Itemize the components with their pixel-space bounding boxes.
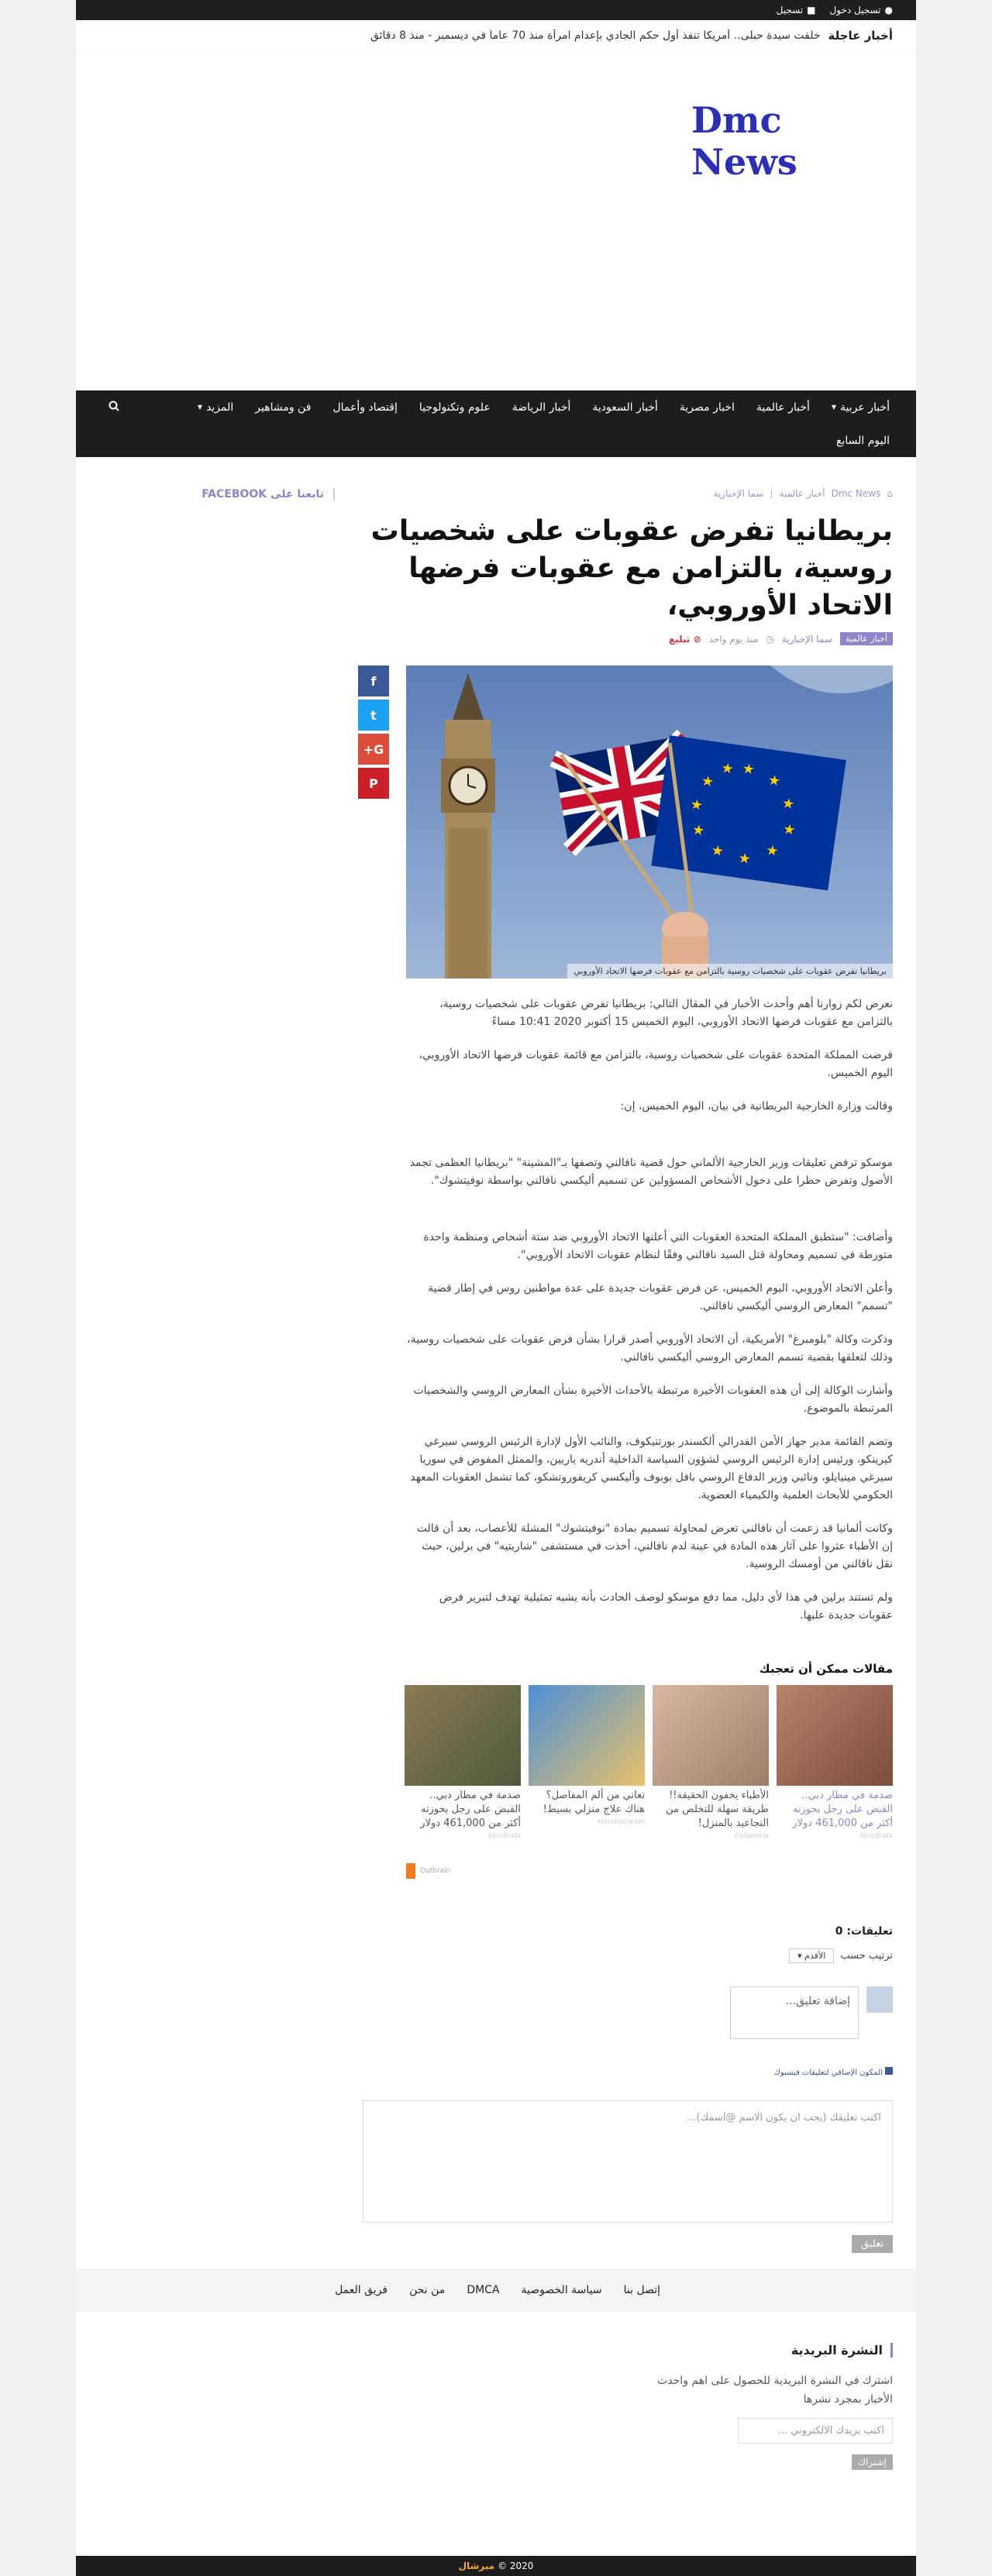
- svg-text:★: ★: [780, 795, 796, 813]
- related-thumb: [529, 1685, 645, 1786]
- related-card[interactable]: [529, 1685, 645, 1840]
- svg-text:★: ★: [741, 760, 756, 779]
- breadcrumb: [358, 488, 893, 499]
- article-author[interactable]: سما الإخبارية: [781, 633, 832, 645]
- home-icon: ⌂: [887, 488, 893, 499]
- article-time: منذ يوم واحد: [708, 633, 759, 645]
- search-icon[interactable]: [108, 401, 119, 414]
- breaking-label: أخبار عاجلة: [828, 28, 893, 43]
- google-plus-share-icon[interactable]: G+: [358, 734, 389, 765]
- svg-text:★: ★: [737, 849, 753, 868]
- breaking-headline[interactable]: خلفت سيدة حبلى.. أمريكا تنفذ أول حكم الجادي بإعدام امرأة منذ 70 عاماً في ديسمبر - منذ 8 دقائق: [370, 29, 821, 42]
- breadcrumb-home[interactable]: Dmc News: [831, 488, 881, 499]
- nav-row-1: [91, 390, 901, 424]
- article-meta: [358, 632, 893, 645]
- article-image: [406, 665, 893, 978]
- svg-text:★: ★: [781, 820, 797, 839]
- newsletter-email-input[interactable]: اكتب بريدك الالكتروني ...: [738, 2418, 893, 2444]
- breadcrumb-category[interactable]: أخبار عالمية: [779, 488, 825, 499]
- copyright-bar: [76, 2556, 916, 2576]
- svg-text:★: ★: [710, 842, 725, 861]
- related-source: Collasoria: [734, 1832, 769, 1840]
- svg-text:★: ★: [720, 759, 735, 778]
- image-caption: بريطانيا تفرض عقوبات على شخصيات روسية بالتزامن مع عقوبات فرضها الاتحاد الأوروبي: [567, 964, 893, 978]
- footer-nav: [76, 2268, 916, 2312]
- breadcrumb-separator: |: [770, 488, 773, 499]
- big-ben-flags-image: [406, 665, 893, 978]
- paragraph: نعرض لكم زوارنا أهم وأحدث الأخبار في المقال التالي: بريطانيا تفرض عقوبات على شخصيات روسية، بالتزامن مع عقوبات فرضها الاتحاد الأوروبي، اليوم الخميس 15 أكتوبر 2020 10:41 مساءً: [439, 998, 893, 1028]
- paragraph: وقالت وزارة الخارجية البريطانية في بيان، اليوم الخميس، إن:: [620, 1100, 893, 1113]
- comment-count: تعليقات: 0: [835, 1925, 893, 1938]
- add-comment-input[interactable]: إضافة تعليق...: [730, 1986, 859, 2039]
- login-link[interactable]: [830, 5, 893, 15]
- svg-text:★: ★: [700, 772, 715, 791]
- related-source: Abudhabi: [487, 1832, 521, 1840]
- subscribe-button[interactable]: إشتراك: [852, 2454, 893, 2470]
- category-badge[interactable]: أخبار عالمية: [840, 632, 893, 645]
- paragraph: وتضم القائمة مدير جهاز الأمن الفدرالي ألكسندر بورتنيكوف، والنائب الأول لإدارة الرئيس الروسي سيرغي كيرينكو، ورئيس إدارة الرئيس الروسي لشؤون السياسة الداخلية أندريه ياريين، والممثل المفوض في سوريا سيرغي مينيايلو، ونائبي وزير الدفاع الروسي بافل بوبوف وأليكسي كريفوروتشكو، كما تشمل العقوبات المعهد الحكومي للأبحاث العلمية والكيمياء العضوية.: [410, 1436, 893, 1501]
- footer-link[interactable]: سياسة الخصوصية: [521, 2284, 602, 2296]
- outbrain-widget[interactable]: Outbrain: [406, 1863, 893, 1879]
- clock-icon: ◷: [766, 633, 774, 645]
- article-body: [406, 665, 893, 2253]
- nav-item-egypt[interactable]: اخبار مصرية: [679, 401, 735, 414]
- add-comment-row: [406, 1986, 893, 2039]
- related-source: Hondrocream: [598, 1818, 645, 1826]
- nav-item-world[interactable]: أخبار عالمية: [756, 401, 810, 414]
- newsletter-description: اشترك في النشرة البريدية للحصول على اهم واحدث الأخبار بمجرد نشرها: [657, 2375, 893, 2406]
- paragraph: وأعلن الاتحاد الأوروبي، اليوم الخميس، عن فرض عقوبات جديدة على عدة مواطنين روس في إطار قضية "تسمم" المعارض الروسي أليكسي نافالني.: [428, 1282, 893, 1312]
- share-bar: [358, 665, 389, 2253]
- nav-row-2: [91, 424, 901, 457]
- paragraph: موسكو ترفض تعليقات وزير الخارجية الألماني حول قضية نافالني وتصفها بـ"المشينة" "بريطانيا العظمى تجمد الأصول وتفرض حظرا على دخول الأشخاص المسؤولين عن تسميم أليكسي نافالني بواسطة نوفيتشوك".: [409, 1157, 893, 1187]
- sidebar: [99, 488, 335, 2253]
- comment-sort: [406, 1948, 893, 1963]
- footer-link[interactable]: فريق العمل: [335, 2284, 388, 2296]
- breaking-news-bar: [76, 20, 916, 51]
- related-source: Abudhabi: [859, 1832, 893, 1840]
- related-thumb: [405, 1685, 521, 1786]
- paragraph: وكانت ألمانيا قد زعمت أن نافالني تعرض لمحاولة تسميم بمادة "نوفيتشوك" المشلة للأعصاب، بعد أن قالت إن الأطباء عثروا على آثار هذه المادة في عينة لدم نافالني، أخذت في مستشفى "شاريتيه" في برلين، حيث نقل نافالني من أومسك الروسية.: [416, 1522, 893, 1570]
- svg-text:★: ★: [689, 796, 704, 814]
- paragraph: ولم تستند برلين في هذا لأي دليل، مما دفع موسكو لوصف الحادث بأنه يشبه تمثيلية تهدف لتبرير فرض عقوبات جديدة عليها.: [439, 1591, 893, 1622]
- user-icon: ●: [884, 5, 893, 15]
- facebook-share-icon[interactable]: f: [358, 665, 389, 696]
- related-thumb: [777, 1685, 893, 1786]
- svg-text:★: ★: [691, 821, 706, 840]
- related-text: صدمة في مطار دبي.. القبض على رجل بحوزته أكثر من 461,000 دولار: [420, 1790, 521, 1829]
- newsletter: [76, 2312, 916, 2521]
- register-label: تسجيل: [776, 5, 804, 15]
- related-title: مقالات ممكن أن تعجبك: [759, 1662, 893, 1676]
- sort-label: ترتيب حسب: [840, 1950, 893, 1962]
- lock-icon: ■: [807, 5, 816, 15]
- related-text: الأطباء يخفون الحقيقة!! طريقة سهلة للتخلص من التجاعيد بالمنزل!: [666, 1790, 769, 1829]
- post-body: [358, 665, 893, 2253]
- nav-item-economy[interactable]: إقتصاد وأعمال: [332, 401, 398, 414]
- caret-down-icon: ▼: [197, 404, 203, 411]
- copyright-year: 2020 ©: [498, 2561, 534, 2571]
- footer-link[interactable]: DMCA: [467, 2284, 500, 2296]
- newsletter-title: النشرة البريدية: [653, 2343, 893, 2358]
- related-list: [406, 1685, 893, 1840]
- facebook-icon: [885, 2067, 893, 2075]
- site-logo[interactable]: Dmc News: [691, 99, 797, 183]
- paragraph: وأضافت: "ستطبق المملكة المتحدة العقوبات التي أعلنها الاتحاد الأوروبي ضد ستة أشخاص ومنظمة واحدة متورطة في تسميم ومحاولة قتل السيد نافالني وفقًا لنظام عقوبات الاتحاد الأوروبي".: [423, 1231, 893, 1261]
- nav-item-sports[interactable]: أخبار الرياضة: [512, 401, 571, 414]
- svg-text:★: ★: [766, 772, 782, 790]
- main-column: [358, 488, 893, 2253]
- outbrain-logo-icon: [406, 1863, 415, 1879]
- article-title: بريطانيا تفرض عقوبات على شخصيات روسية، بالتزامن مع عقوبات فرضها الاتحاد الأوروبي،: [370, 515, 893, 621]
- nav-item-arts[interactable]: فن ومشاهير: [255, 401, 312, 414]
- related-text: صدمة في مطار دبي.. القبض على رجل بحوزته أكثر من 461,000 دولار: [792, 1790, 893, 1829]
- report-button[interactable]: ⊘ تبليغ: [668, 633, 701, 645]
- nav-item-saudi[interactable]: أخبار السعودية: [592, 401, 658, 414]
- related-card[interactable]: [405, 1685, 521, 1840]
- page: [76, 0, 916, 2576]
- content-area: [76, 457, 916, 2253]
- facebook-comments-plugin[interactable]: المكون الإضافي لتعليقات فيسبوك: [738, 2067, 893, 2079]
- sort-select[interactable]: الأقدم ▾: [789, 1948, 834, 1963]
- main-nav: [76, 390, 916, 457]
- copyright-brand: ميرشال: [458, 2561, 495, 2571]
- nav-item-youm7[interactable]: اليوم السابع: [836, 434, 890, 447]
- footer-link[interactable]: إتصل بنا: [623, 2284, 660, 2296]
- paragraph: فرضت المملكة المتحدة عقوبات على شخصيات روسية، بالتزامن مع قائمة عقوبات فرضها الاتحاد الأوروبي، اليوم الخميس.: [418, 1049, 893, 1079]
- related-thumb: [653, 1685, 769, 1786]
- breadcrumb-author[interactable]: سما الإخبارية: [713, 488, 764, 499]
- caret-down-icon: ▼: [831, 404, 837, 411]
- submit-comment-button[interactable]: تعليق: [852, 2235, 893, 2253]
- nav-item-more[interactable]: المزيد ▼: [197, 401, 234, 414]
- follow-facebook-title: تابعنا على FACEBOOK: [99, 488, 335, 500]
- top-bar: [76, 0, 916, 20]
- header: [76, 51, 916, 390]
- comments-section: [406, 1925, 893, 2253]
- twitter-share-icon[interactable]: t: [358, 700, 389, 731]
- related-text: تعاني من ألم المفاصل؟ هناك علاج منزلي بسيط!: [542, 1790, 645, 1815]
- related-card[interactable]: [777, 1685, 893, 1840]
- svg-text:★: ★: [764, 841, 780, 860]
- related-card[interactable]: [653, 1685, 769, 1840]
- footer-link[interactable]: من نحن: [409, 2284, 446, 2296]
- register-link[interactable]: [777, 5, 816, 15]
- nav-item-arab[interactable]: أخبار عربية ▼: [831, 401, 890, 414]
- login-label: تسجيل دخول: [829, 5, 881, 15]
- paragraph: وأشارت الوكالة إلى أن هذه العقوبات الأخيرة مرتبطة بالأحداث الأخيرة بشأن المعارض الروسي والشخصيات المرتبطة بالموضوع.: [413, 1384, 893, 1415]
- pinterest-share-icon[interactable]: P: [358, 768, 389, 799]
- avatar: [866, 1986, 893, 2013]
- paragraph: وذكرت وكالة "بلومبرغ" الأمريكية، أن الاتحاد الأوروبي أصدر قرارا بشأن فرض عقوبات على شخصيات روسية، وذلك لتعلقها بقضية تسمم المعارض الروسي أليكسي نافالني.: [407, 1333, 893, 1364]
- report-icon: ⊘: [693, 633, 701, 645]
- comment-textarea[interactable]: اكتب تعليقك (يجب ان يكون الاسم @اسمك)...: [363, 2100, 893, 2223]
- nav-item-tech[interactable]: علوم وتكنولوجيا: [418, 401, 491, 414]
